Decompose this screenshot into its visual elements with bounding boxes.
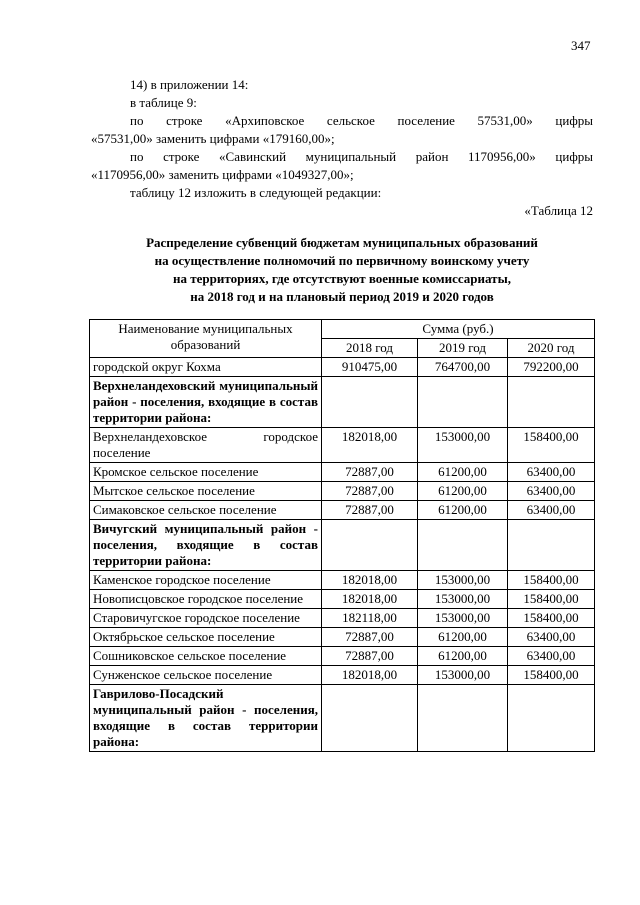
row-name: Мытское сельское поселение — [90, 482, 322, 501]
row-2018: 72887,00 — [322, 501, 418, 520]
row-2020: 63400,00 — [508, 628, 595, 647]
row-2020 — [508, 377, 595, 428]
row-2020: 158400,00 — [508, 428, 595, 463]
table-row — [90, 628, 595, 647]
row-2019: 153000,00 — [418, 666, 508, 685]
row-2020: 63400,00 — [508, 647, 595, 666]
row-2018: 182118,00 — [322, 609, 418, 628]
row-2019 — [418, 377, 508, 428]
table-row-group-header — [90, 520, 595, 571]
table-row — [90, 666, 595, 685]
row-2018: 72887,00 — [322, 628, 418, 647]
row-name: Сошниковское сельское поселение — [90, 647, 322, 666]
row-name: Старовичугское городское поселение — [90, 609, 322, 628]
row-2018: 182018,00 — [322, 428, 418, 463]
table-row-group-header — [90, 685, 595, 752]
table-heading — [91, 234, 593, 306]
row-2019: 61200,00 — [418, 628, 508, 647]
header-year-2018: 2018 год — [322, 339, 418, 358]
intro-line-1: 14) в приложении 14: — [130, 77, 249, 92]
row-2019: 764700,00 — [418, 358, 508, 377]
intro-line-3b: «57531,00» заменить цифрами «179160,00»; — [91, 131, 335, 146]
table-row — [90, 571, 595, 590]
table-row — [90, 609, 595, 628]
row-name: Каменское городское поселение — [90, 571, 322, 590]
row-2018: 72887,00 — [322, 647, 418, 666]
row-2019: 61200,00 — [418, 463, 508, 482]
table-row — [90, 428, 595, 463]
intro-line-4a: по строке «Савинский муниципальный район 1170956,00» цифры — [130, 149, 593, 164]
row-name: городской округ Кохма — [90, 358, 322, 377]
row-2018: 182018,00 — [322, 571, 418, 590]
table-row-group-header — [90, 377, 595, 428]
heading-line-4: на 2018 год и на плановый период 2019 и 2020 годов — [190, 289, 494, 304]
row-2019: 61200,00 — [418, 482, 508, 501]
row-name: Гаврилово-Посадский муниципальный район - поселения, входящие в состав территории района: — [90, 685, 322, 752]
header-sum: Сумма (руб.) — [322, 320, 595, 339]
row-name: Вичугский муниципальный район - поселения, входящие в состав территории района: — [90, 520, 322, 571]
heading-line-3: на территориях, где отсутствуют военные комиссариаты, — [173, 271, 511, 286]
row-name: Октябрьское сельское поселение — [90, 628, 322, 647]
table-reference: «Таблица 12 — [524, 203, 593, 218]
row-2018 — [322, 377, 418, 428]
table-row — [90, 482, 595, 501]
intro-line-5: таблицу 12 изложить в следующей редакции: — [130, 185, 382, 200]
row-2018 — [322, 685, 418, 752]
row-2020: 158400,00 — [508, 590, 595, 609]
row-2020: 158400,00 — [508, 571, 595, 590]
page-number: 347 — [571, 38, 591, 53]
row-2020 — [508, 520, 595, 571]
header-year-2019: 2019 год — [418, 339, 508, 358]
table-row — [90, 501, 595, 520]
row-2018: 182018,00 — [322, 666, 418, 685]
row-name: Верхнеландеховское городское поселение — [90, 428, 322, 463]
heading-line-2: на осуществление полномочий по первичному воинскому учету — [154, 253, 530, 268]
row-2019: 153000,00 — [418, 428, 508, 463]
row-name: Сунженское сельское поселение — [90, 666, 322, 685]
row-2019: 153000,00 — [418, 609, 508, 628]
row-2019 — [418, 685, 508, 752]
intro-line-4b: «1170956,00» заменить цифрами «1049327,00»; — [91, 167, 354, 182]
row-2020: 63400,00 — [508, 482, 595, 501]
row-2019 — [418, 520, 508, 571]
row-2020: 63400,00 — [508, 501, 595, 520]
row-name: Новописцовское городское поселение — [90, 590, 322, 609]
table-row — [90, 463, 595, 482]
row-name: Верхнеландеховский муниципальный район - поселения, входящие в состав территории района: — [90, 377, 322, 428]
subsidy-table — [89, 319, 595, 752]
row-2020: 63400,00 — [508, 463, 595, 482]
table-row — [90, 590, 595, 609]
row-2018: 910475,00 — [322, 358, 418, 377]
header-year-2020: 2020 год — [508, 339, 595, 358]
row-2019: 61200,00 — [418, 647, 508, 666]
row-2020: 792200,00 — [508, 358, 595, 377]
table-row — [90, 647, 595, 666]
table-row — [90, 358, 595, 377]
row-name: Кромское сельское поселение — [90, 463, 322, 482]
row-name: Симаковское сельское поселение — [90, 501, 322, 520]
row-2019: 153000,00 — [418, 571, 508, 590]
heading-line-1: Распределение субвенций бюджетам муниципальных образований — [146, 235, 538, 250]
row-2018: 182018,00 — [322, 590, 418, 609]
row-2019: 153000,00 — [418, 590, 508, 609]
row-2020: 158400,00 — [508, 666, 595, 685]
row-2020 — [508, 685, 595, 752]
header-municipality: Наименование муниципальных образований — [90, 320, 322, 358]
intro-line-2: в таблице 9: — [130, 95, 197, 110]
row-2019: 61200,00 — [418, 501, 508, 520]
row-2018: 72887,00 — [322, 482, 418, 501]
intro-line-3a: по строке «Архиповское сельское поселение 57531,00» цифры — [130, 113, 593, 128]
row-2020: 158400,00 — [508, 609, 595, 628]
row-2018: 72887,00 — [322, 463, 418, 482]
row-2018 — [322, 520, 418, 571]
